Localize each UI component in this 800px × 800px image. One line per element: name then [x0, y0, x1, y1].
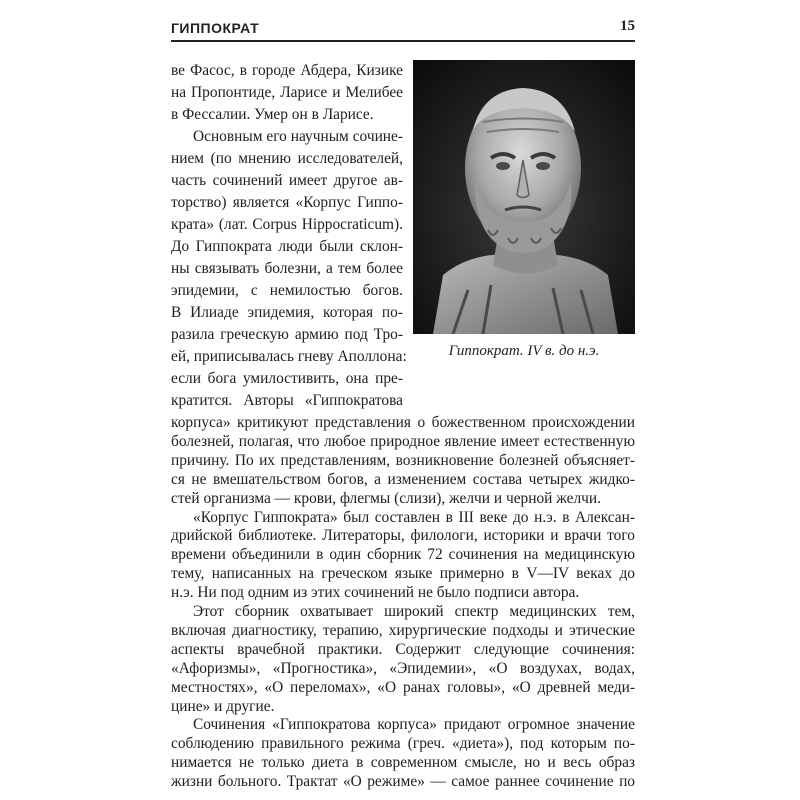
- text-line: жизни больного. Трактат «О режиме» — самое раннее сочинение по: [171, 773, 635, 791]
- text-line: кратится. Авторы «Гиппократова: [171, 392, 403, 409]
- text-line: Основным его научным сочине-: [193, 128, 403, 145]
- text-line: эпидемии, с немилостью богов.: [171, 282, 403, 299]
- text-line: стей организма — крови, флегмы (слизи), желчи и черной желчи.: [171, 489, 602, 507]
- book-page: [165, 0, 639, 800]
- text-line: До Гиппократа люди были склон-: [171, 238, 403, 255]
- text-line: Сочинения «Гиппократова корпуса» придают огромное значение: [193, 716, 635, 734]
- text-line: Этот сборник охватывает широкий спектр медицинских тем,: [193, 603, 635, 620]
- text-line: причину. По их представлениям, возникновение болезней объясняет-: [171, 451, 635, 469]
- text-line: на Пропонтиде, Ларисе и Мелибее: [171, 84, 403, 101]
- text-line: В Илиаде эпидемия, которая по-: [171, 304, 403, 321]
- text-line: нимается не только диета в современном смысле, но и весь образ: [171, 754, 635, 772]
- text-line: соблюдению правильного режима (греч. «диета»), под которым по-: [171, 735, 635, 753]
- text-line: включая диагностику, терапию, хирургические подходы и этические: [171, 621, 635, 639]
- text-line: корпуса» критикуют представления о божественном происхождении: [171, 414, 635, 431]
- text-line: времени объединили в один сборник 72 сочинения на медицинскую: [171, 546, 635, 564]
- portrait-figure: [413, 60, 635, 360]
- text-line: н.э. Ни под одним из этих сочинений не было подписи автора.: [171, 584, 580, 602]
- text-line: часть сочинений имеет другое ав-: [171, 172, 403, 189]
- text-line: крата» (лат. Corpus Hippocraticum).: [171, 216, 403, 233]
- text-line: «Афоризмы», «Прогностика», «Эпидемии», «О воздухах, водах,: [171, 659, 635, 677]
- text-line: цине» и другие.: [171, 697, 275, 715]
- text-line: ей, приписывалась гневу Аполлона:: [171, 348, 407, 365]
- text-line: разила греческую армию под Тро-: [171, 326, 403, 343]
- figure-caption: Гиппократ. IV в. до н.э.: [448, 343, 600, 359]
- text-line: местностях», «О переломах», «О ранах головы», «О древней меди-: [171, 678, 635, 696]
- text-line: «Корпус Гиппократа» был составлен в III веке до н.э. в Алексан-: [193, 508, 635, 526]
- text-line: в Фессалии. Умер он в Ларисе.: [171, 106, 374, 123]
- text-line: если бога умилостивить, она пре-: [171, 370, 403, 387]
- text-line: тему, написанных на греческом языке примерно в V—IV веках до: [171, 565, 635, 583]
- running-header: [171, 18, 635, 42]
- text-line: ны связывать болезни, а тем более: [171, 260, 403, 277]
- text-line: болезней, полагая, что любое природное явление имеет естественную: [171, 432, 635, 450]
- hippocrates-bust-photo: [413, 60, 635, 334]
- text-line: нием (по мнению исследователей,: [171, 150, 403, 167]
- text-line: торство) является «Корпус Гиппо-: [171, 194, 403, 211]
- text-line: аспекты врачебной практики. Содержит следующие сочинения:: [171, 640, 635, 658]
- text-line: ся не вмешательством богов, а изменением состава четырех жидко-: [171, 470, 635, 488]
- text-line: дрийской библиотеке. Литераторы, филологи, историки и врачи того: [171, 527, 635, 545]
- running-title: ГИППОКРАТ: [171, 20, 260, 36]
- page-number: 15: [620, 18, 635, 34]
- text-line: ве Фасос, в городе Абдера, Кизике: [171, 62, 403, 79]
